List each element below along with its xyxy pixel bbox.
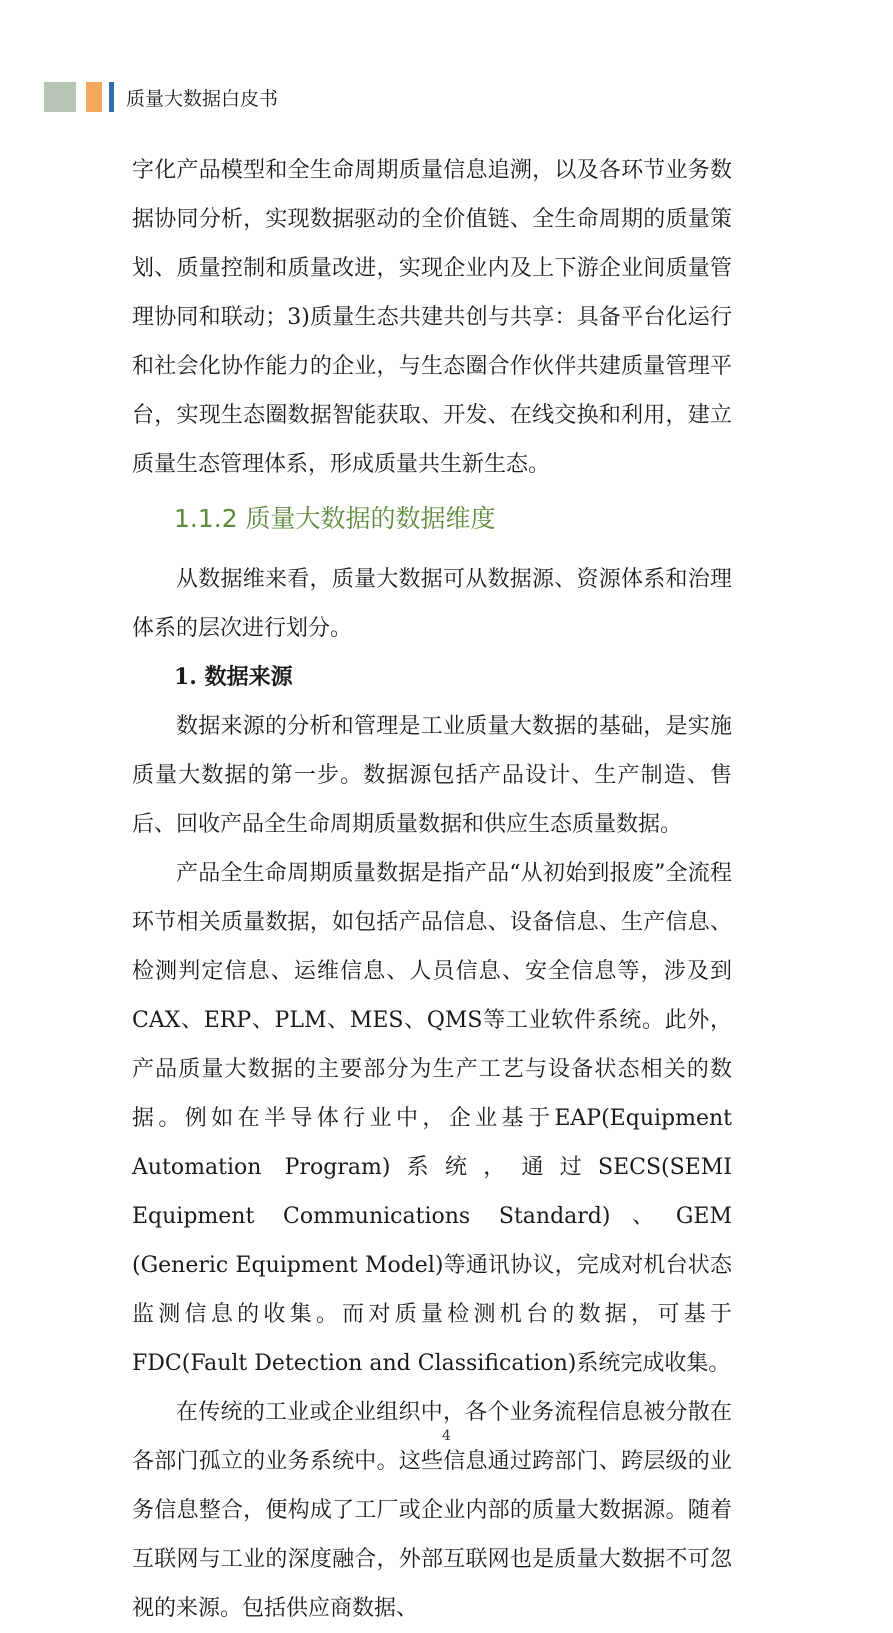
paragraph-data-dimension: 从数据维来看，质量大数据可从数据源、资源体系和治理体系的层次进行划分。 (132, 567, 732, 641)
paragraph-continued: 字化产品模型和全生命周期质量信息追溯，以及各环节业务数据协同分析，实现数据驱动的全价值链、全生命周期的质量策划、质量控制和质量改进，实现企业内及上下游企业间质量管理协同和联动；3)质量生态共建共创与共享：具备平台化运行和社会化协作能力的企业，与生态圈合作伙伴共建质量管理平台，实现生态圈数据智能获取、开发、在线交换和利用，建立质量生态管理体系，形成质量共生新生态。 (132, 158, 732, 477)
header-grey-block (44, 82, 76, 112)
paragraph-lifecycle-data: 产品全生命周期质量数据是指产品“从初始到报废”全流程环节相关质量数据，如包括产品信息、设备信息、生产信息、检测判定信息、运维信息、人员信息、安全信息等，涉及到CAX、ERP、PLM、MES、QMS等工业软件系统。此外，产品质量大数据的主要部分为生产工艺与设备状态相关的数据。例如在半导体行业中，企业基于EAP(Equipment Automation Program)系统，通过SECS(SEMI Equipment Communications Standard)、GEM (Generic Equipment Model)等通讯协议，完成对机台状态监测信息的收集。而对质量检测机台的数据，可基于FDC(Fault Detection and Classification)系统完成收集。 (132, 861, 732, 1376)
subsection-heading: 1. 数据来源 (174, 664, 293, 690)
page-number: 4 (442, 1428, 451, 1444)
header-blue-bar (109, 82, 114, 112)
page-header (44, 82, 278, 112)
document-title: 质量大数据白皮书 (126, 87, 279, 110)
paragraph-data-source-intro: 数据来源的分析和管理是工业质量大数据的基础，是实施质量大数据的第一步。数据源包括产品设计、生产制造、售后、回收产品全生命周期质量数据和供应生态质量数据。 (132, 714, 732, 837)
paragraph-enterprise-data: 在传统的工业或企业组织中，各个业务流程信息被分散在各部门孤立的业务系统中。这些信息通过跨部门、跨层级的业务信息整合，便构成了工厂或企业内部的质量大数据源。随着互联网与工业的深度融合，外部互联网也是质量大数据不可忽视的来源。包括供应商数据、 (132, 1400, 732, 1621)
page-body (132, 146, 732, 1633)
header-orange-block (86, 82, 102, 112)
section-heading: 1.1.2 质量大数据的数据维度 (174, 504, 496, 533)
